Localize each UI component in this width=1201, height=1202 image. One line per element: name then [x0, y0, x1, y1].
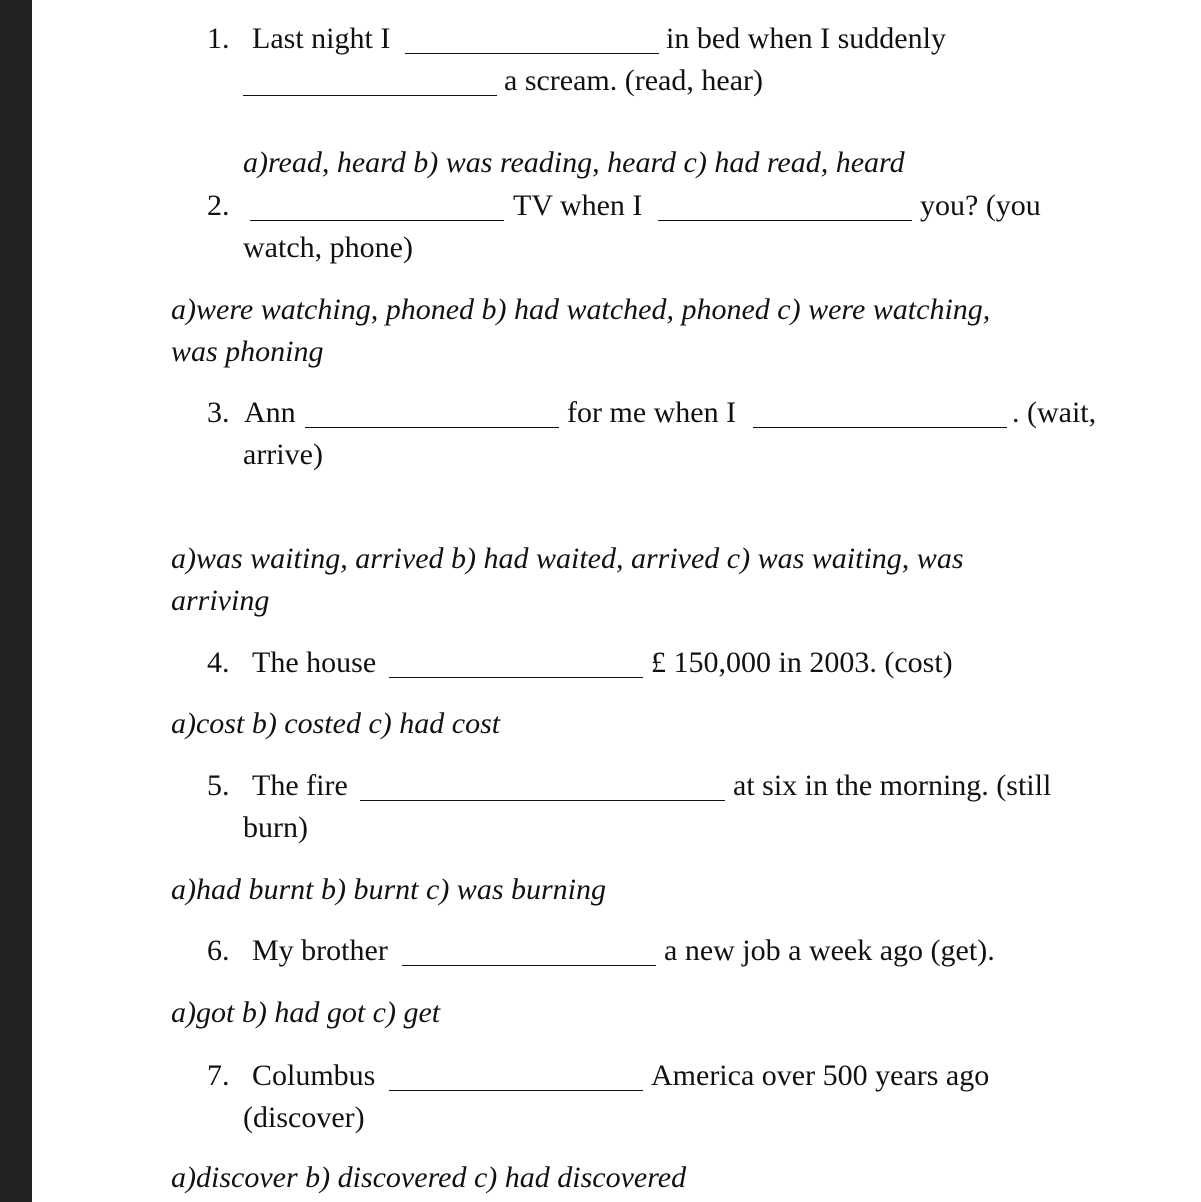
question-6-number: 6.	[207, 934, 230, 967]
question-6-options: a)got b) had got c) get	[171, 996, 441, 1029]
question-3-text-middle: for me when I	[567, 396, 737, 429]
question-4-options: a)cost b) costed c) had cost	[171, 707, 501, 740]
question-5-text-start: The fire	[252, 769, 348, 802]
question-2-blank-1[interactable]	[250, 220, 504, 221]
question-5-number: 5.	[207, 769, 230, 802]
question-6-text-end: a new job a week ago (get).	[664, 934, 995, 967]
question-3-text-start: Ann	[244, 396, 296, 429]
question-3-blank-1[interactable]	[305, 427, 559, 428]
question-2-text-end: you? (you	[920, 189, 1041, 222]
question-2-options-line-1: a)were watching, phoned b) had watched, phoned c) were watching,	[171, 293, 991, 326]
question-4-text-end: £ 150,000 in 2003. (cost)	[651, 646, 953, 679]
question-5-text-end: at six in the morning. (still	[733, 769, 1052, 802]
question-4-text-start: The house	[252, 646, 377, 679]
question-2-text-line-2: watch, phone)	[243, 231, 413, 264]
question-2-options-line-2: was phoning	[171, 335, 324, 368]
question-7-text-end: America over 500 years ago	[651, 1059, 990, 1092]
question-7-text-start: Columbus	[252, 1059, 376, 1092]
question-3-text-line-2: arrive)	[243, 438, 323, 471]
question-6-text-start: My brother	[252, 934, 388, 967]
question-1-options: a)read, heard b) was reading, heard c) had read, heard	[243, 146, 905, 179]
question-4-blank[interactable]	[389, 677, 643, 678]
question-1-text-middle: in bed when I suddenly	[666, 22, 946, 55]
question-1-blank-2[interactable]	[243, 95, 497, 96]
question-7-text-line-2: (discover)	[243, 1101, 365, 1134]
question-7-options: a)discover b) discovered c) had discovered	[171, 1161, 687, 1194]
question-3-number: 3.	[207, 396, 230, 429]
question-4-number: 4.	[207, 646, 230, 679]
question-3-options-line-2: arriving	[171, 584, 270, 617]
question-1-blank-1[interactable]	[405, 53, 659, 54]
question-3-options-line-1: a)was waiting, arrived b) had waited, arrived c) was waiting, was	[171, 542, 964, 575]
question-1-text-start: Last night I	[252, 22, 391, 55]
question-5-blank[interactable]	[360, 800, 725, 801]
question-2-number: 2.	[207, 189, 230, 222]
question-3-text-end: . (wait,	[1012, 396, 1097, 429]
question-7-number: 7.	[207, 1059, 230, 1092]
question-2-text-middle: TV when I	[513, 189, 643, 222]
question-5-text-line-2: burn)	[243, 811, 308, 844]
left-edge-bar	[0, 0, 32, 1202]
question-6-blank[interactable]	[402, 965, 656, 966]
question-3-blank-2[interactable]	[753, 427, 1007, 428]
question-7-blank[interactable]	[389, 1090, 643, 1091]
question-1-number: 1.	[207, 22, 230, 55]
question-5-options: a)had burnt b) burnt c) was burning	[171, 873, 606, 906]
question-1-text-end: a scream. (read, hear)	[504, 64, 763, 97]
question-2-blank-2[interactable]	[658, 220, 912, 221]
